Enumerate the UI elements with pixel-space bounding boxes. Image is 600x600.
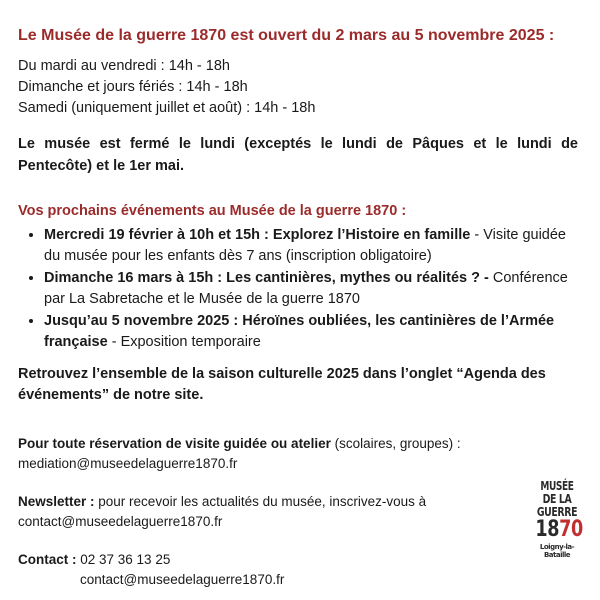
events-list xyxy=(18,225,578,352)
museum-info xyxy=(18,26,578,590)
newsletter-email-link[interactable]: contact@museedelaguerre1870.fr xyxy=(18,514,223,529)
event-desc: - Exposition temporaire xyxy=(107,333,261,350)
list-item xyxy=(44,268,578,309)
logo-place: Loigny-la-Bataille xyxy=(539,543,575,559)
reservation-text: (scolaires, groupes) : xyxy=(330,436,461,451)
contact-phone[interactable]: 02 37 36 13 25 xyxy=(76,552,171,567)
events-heading: Vos prochains événements au Musée de la guerre 1870 : xyxy=(18,203,407,219)
newsletter-info xyxy=(18,492,578,532)
hours-line: Du mardi au vendredi : 14h - 18h xyxy=(18,58,230,74)
logo-year-part: 70 xyxy=(559,517,583,542)
contact-info xyxy=(18,550,578,590)
list-item xyxy=(44,311,578,352)
event-desc: - Visite guidée du musée pour les enfants dès 7 ans (inscription obligatoire) xyxy=(44,227,566,264)
opening-hours xyxy=(18,56,578,119)
opening-heading: Le Musée de la guerre 1870 est ouvert du 2 mars au 5 novembre 2025 : xyxy=(18,27,555,44)
season-notice: Retrouvez l’ensemble de la saison culturelle 2025 dans l’onglet “Agenda des événements” de notre site. xyxy=(18,366,546,403)
event-title: Mercredi 19 février à 10h et 15h : Explorez l’Histoire en famille xyxy=(44,227,471,243)
museum-logo xyxy=(530,480,584,570)
reservation-info xyxy=(18,434,498,474)
reservation-email-link[interactable]: mediation@museedelaguerre1870.fr xyxy=(18,456,238,471)
contact-email-link[interactable]: contact@museedelaguerre1870.fr xyxy=(80,572,285,587)
contact-label: Contact : xyxy=(18,552,77,567)
logo-line: GUERRE xyxy=(536,504,578,519)
logo-line: DE LA xyxy=(542,491,572,506)
newsletter-text: pour recevoir les actualités du musée, inscrivez-vous à xyxy=(94,494,427,509)
hours-line: Samedi (uniquement juillet et août) : 14h - 18h xyxy=(18,100,316,116)
event-title: Jusqu’au 5 novembre 2025 : Héroïnes oubliées, les cantinières de l’Armée française xyxy=(44,313,555,350)
reservation-label: Pour toute réservation de visite guidée ou atelier xyxy=(18,436,331,451)
hours-line: Dimanche et jours fériés : 14h - 18h xyxy=(18,79,248,95)
event-title: Dimanche 16 mars à 15h : Les cantinières, mythes ou réalités ? - xyxy=(44,270,489,286)
list-item xyxy=(44,225,578,266)
newsletter-label: Newsletter : xyxy=(18,494,95,509)
event-desc: Conférence par La Sabretache et le Musée de la guerre 1870 xyxy=(44,270,568,307)
logo-line: MUSÉE xyxy=(540,479,574,493)
logo-year-part: 18 xyxy=(535,517,560,542)
logo-year xyxy=(535,517,583,542)
closed-notice: Le musée est fermé le lundi (exceptés le lundi de Pâques et le lundi de Pentecôte) et le 1er mai. xyxy=(18,136,578,174)
